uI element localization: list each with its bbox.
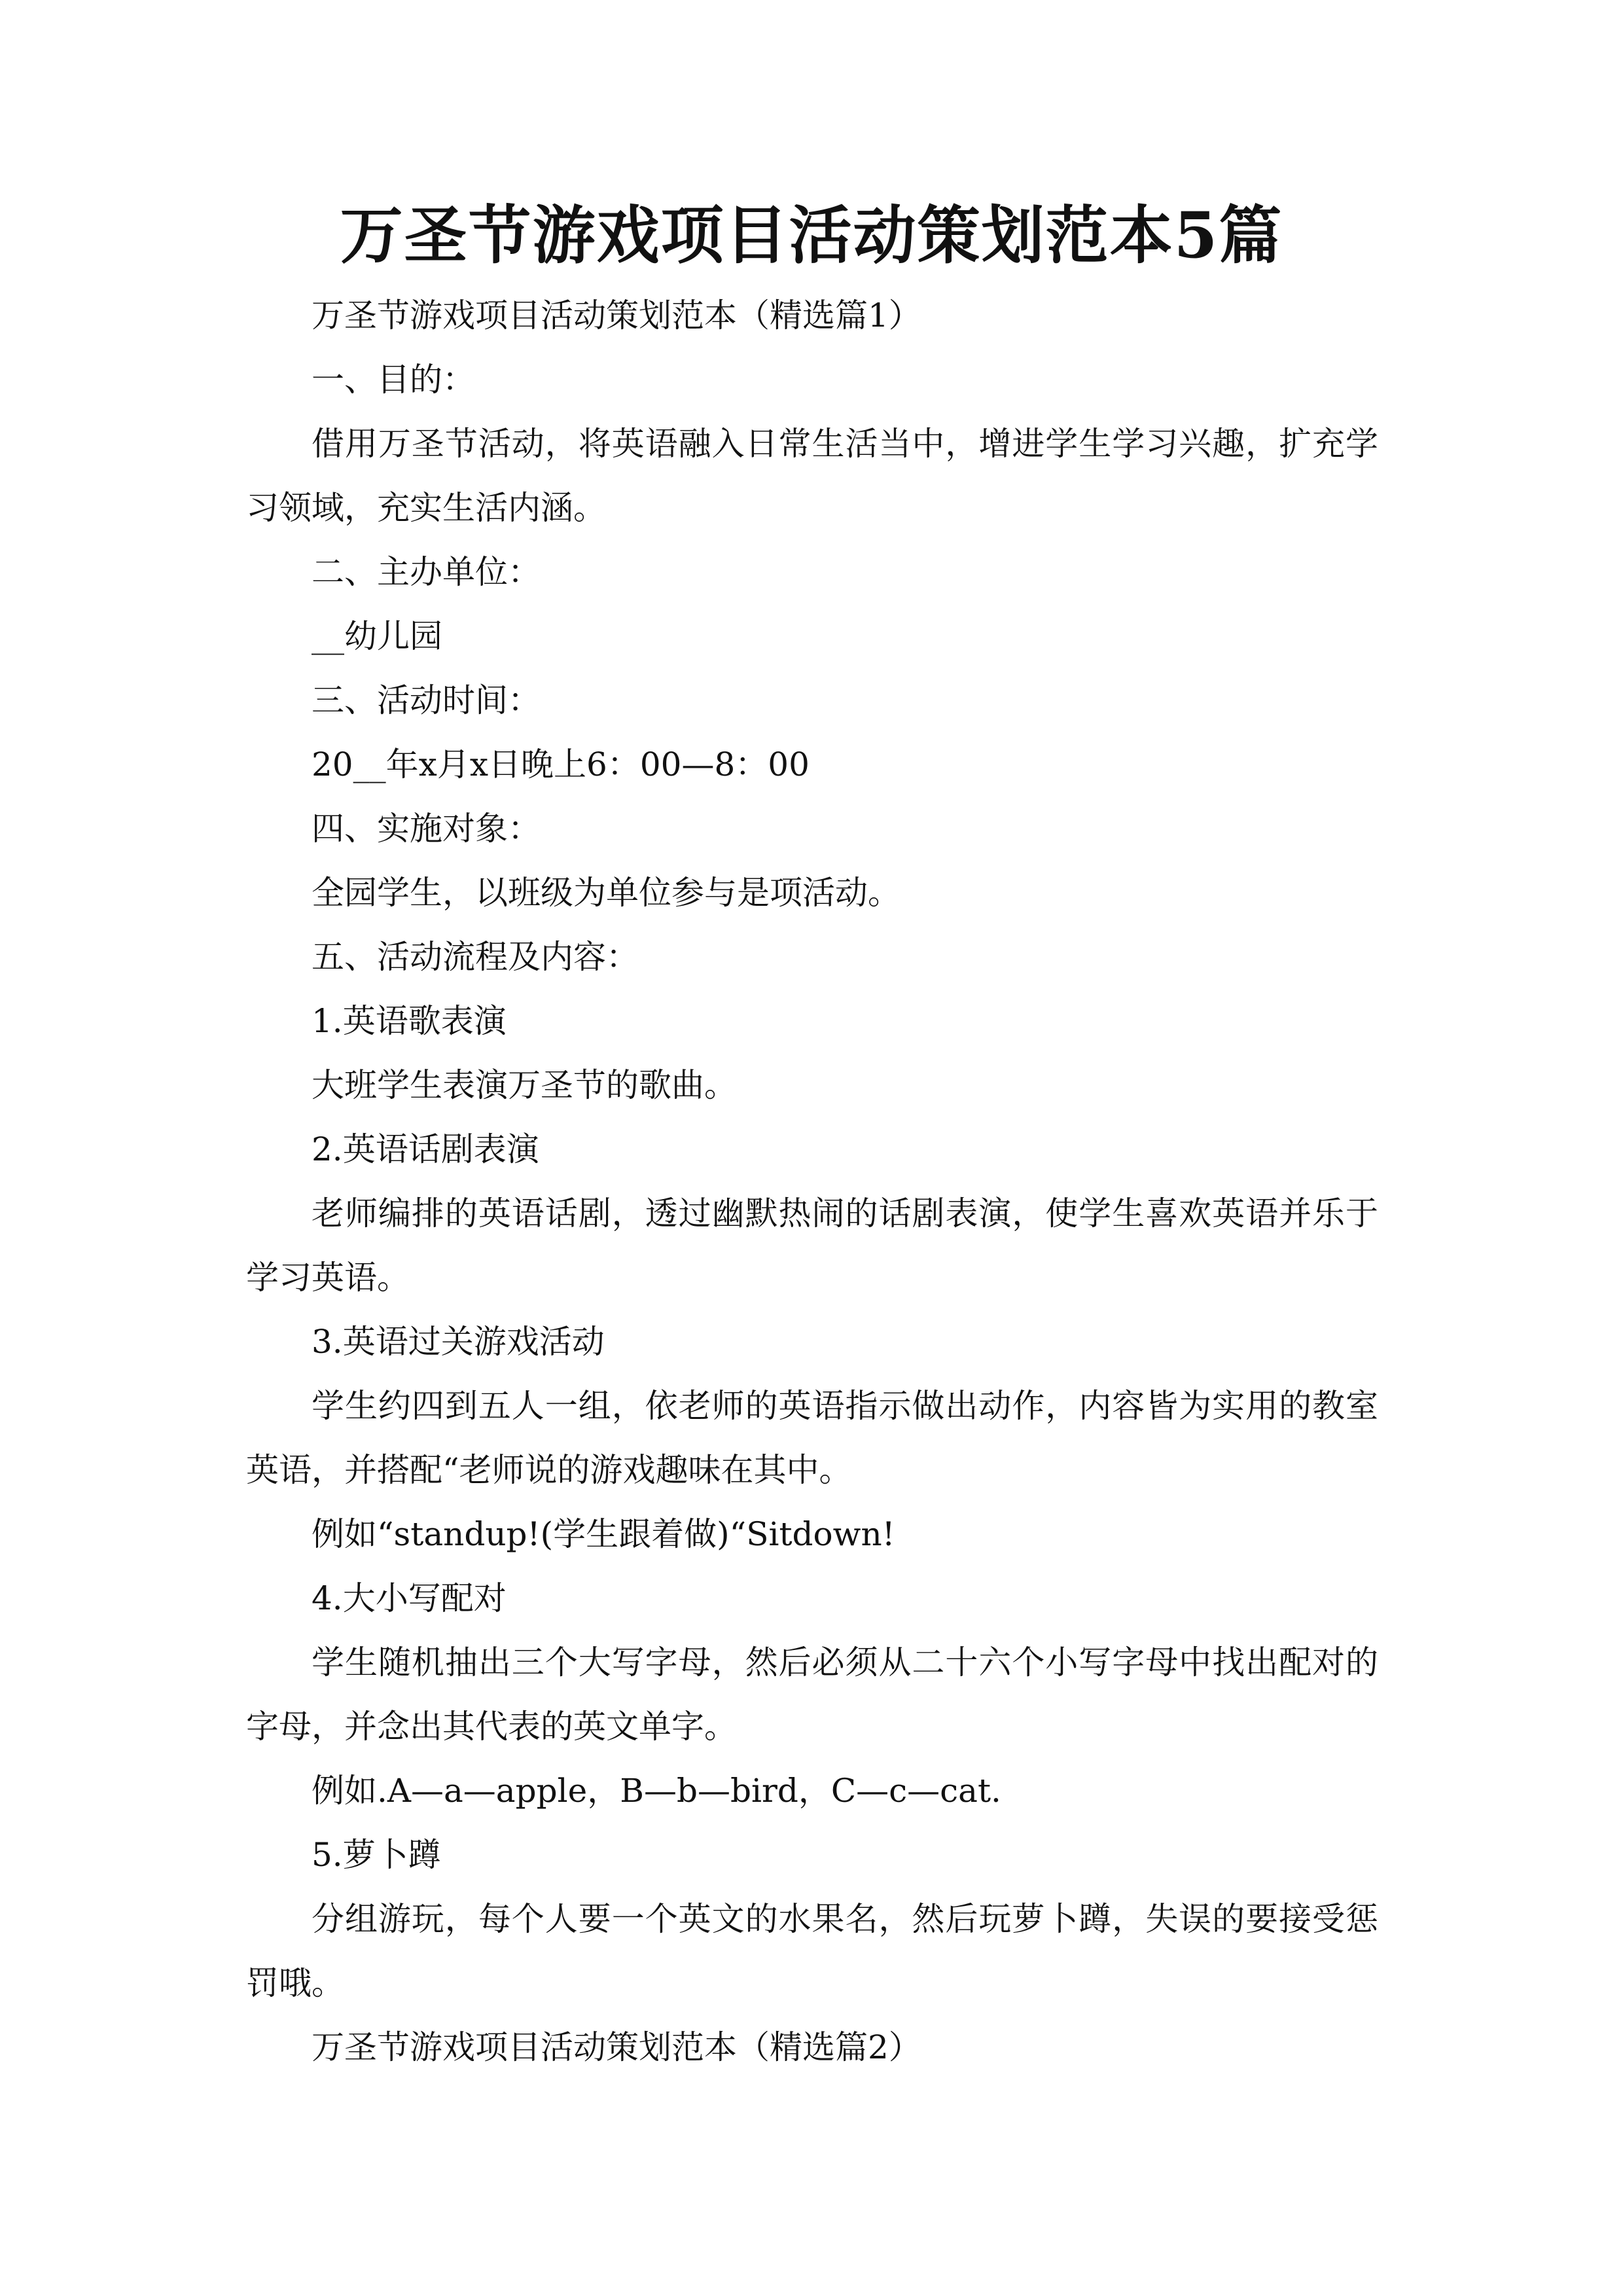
- paragraph-time: 20__年x月x日晚上6：00—8：00: [312, 745, 810, 783]
- document-title: 万圣节游戏项目活动策划范本5篇: [340, 198, 1283, 272]
- heading-time: 三、活动时间：: [312, 681, 541, 719]
- section-heading-2: 万圣节游戏项目活动策划范本（精选篇2）: [312, 2028, 921, 2066]
- heading-target: 四、实施对象：: [312, 810, 541, 848]
- paragraph-purpose: 借用万圣节活动，将英语融入日常生活当中，增进学生学习兴趣，扩充学习领域，充实生活内涵。: [246, 425, 1378, 527]
- list-item-3: 3.英语过关游戏活动: [312, 1323, 605, 1361]
- heading-process: 五、活动流程及内容：: [312, 938, 639, 976]
- list-item-5: 5.萝卜蹲: [312, 1836, 441, 1874]
- paragraph-target: 全园学生，以班级为单位参与是项活动。: [312, 874, 901, 912]
- heading-organizer: 二、主办单位：: [312, 553, 541, 591]
- list-item-4: 4.大小写配对: [312, 1579, 507, 1617]
- paragraph-item-2: 老师编排的英语话剧，透过幽默热闹的话剧表演，使学生喜欢英语并乐于学习英语。: [246, 1194, 1378, 1297]
- list-item-1: 1.英语歌表演: [312, 1002, 507, 1040]
- section-heading-1: 万圣节游戏项目活动策划范本（精选篇1）: [312, 296, 921, 334]
- list-item-2: 2.英语话剧表演: [312, 1130, 539, 1168]
- paragraph-item-3: 学生约四到五人一组，依老师的英语指示做出动作，内容皆为实用的教室英语，并搭配“老师说的游戏趣味在其中。: [246, 1387, 1378, 1489]
- paragraph-example-3: 例如“standup!(学生跟着做)“Sitdown!: [312, 1515, 895, 1553]
- paragraph-example-4: 例如.A—a—apple，B—b—bird，C—c—cat.: [312, 1772, 1001, 1810]
- paragraph-organizer: __幼儿园: [312, 617, 442, 655]
- paragraph-item-5: 分组游玩，每个人要一个英文的水果名，然后玩萝卜蹲，失误的要接受惩罚哦。: [246, 1900, 1378, 2002]
- paragraph-item-1: 大班学生表演万圣节的歌曲。: [312, 1066, 737, 1104]
- document-body: [246, 283, 1378, 2079]
- paragraph-item-4: 学生随机抽出三个大写字母，然后必须从二十六个小写字母中找出配对的字母，并念出其代表的英文单字。: [246, 1643, 1378, 1746]
- heading-purpose: 一、目的：: [312, 361, 475, 399]
